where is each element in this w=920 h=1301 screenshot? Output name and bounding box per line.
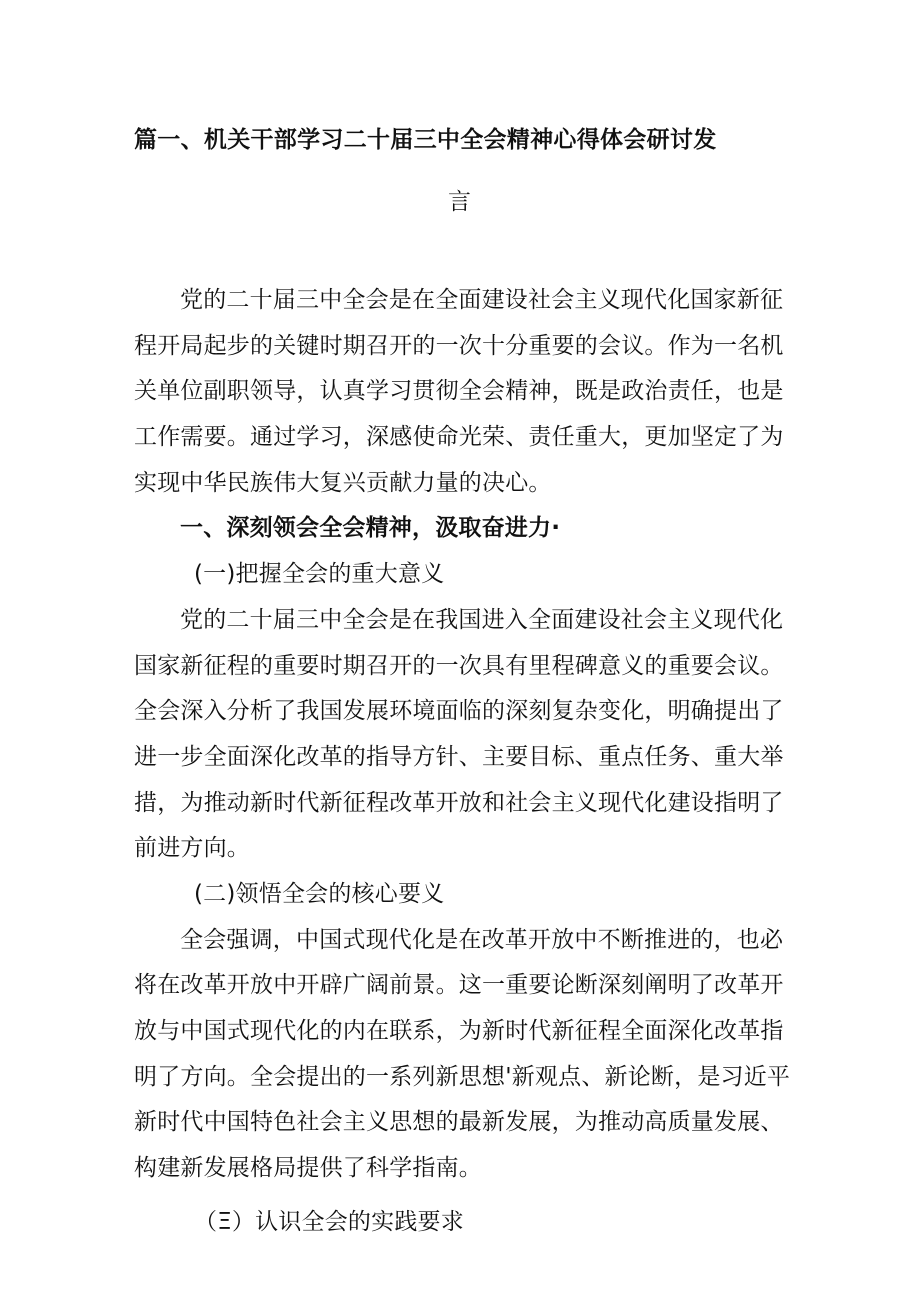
paragraph-line: 党的二十届三中全会是在我国进入全面建设社会主义现代化 xyxy=(180,606,784,633)
paragraph-line: 明了方向。全会提出的一系列新思想'新观点、新论断，是习近平 xyxy=(134,1063,791,1090)
paragraph-line: 程开局起步的关键时期召开的一次十分重要的会议。作为一名机 xyxy=(134,332,784,359)
paragraph-line: 前进方向。 xyxy=(134,835,250,862)
paragraph-line: 国家新征程的重要时期召开的一次具有里程碑意义的重要会议。 xyxy=(134,652,784,679)
paragraph-line: 关单位副职领导，认真学习贯彻全会精神，既是政治责任，也是 xyxy=(134,378,784,405)
section-heading: 一、深刻领会全会精神，汲取奋进力· xyxy=(180,515,561,542)
paragraph-line: 党的二十届三中全会是在全面建设社会主义现代化国家新征 xyxy=(180,287,784,313)
paragraph-line: 构建新发展格局提供了科学指南。 xyxy=(134,1155,482,1182)
document-title: 篇一、机关干部学习二十届三中全会精神心得体会研讨发 xyxy=(134,127,717,153)
subsection-heading: (一)把握全会的重大意义 xyxy=(194,561,445,588)
document-title-continuation: 言 xyxy=(448,189,471,215)
paragraph-line: 进一步全面深化改革的指导方针、主要目标、重点任务、重大举 xyxy=(134,743,784,770)
paragraph-line: 全会强调，中国式现代化是在改革开放中不断推进的，也必 xyxy=(180,926,784,953)
paragraph-line: 新时代中国特色社会主义思想的最新发展，为推动高质量发展、 xyxy=(134,1109,784,1136)
document-body xyxy=(134,278,794,1245)
subsection-heading: (二)领悟全会的核心要义 xyxy=(194,880,445,907)
paragraph-line: 全会深入分析了我国发展环境面临的深刻复杂变化，明确提出了 xyxy=(134,698,784,725)
paragraph-line: 工作需要。通过学习，深感使命光荣、责任重大，更加坚定了为 xyxy=(134,424,784,451)
paragraph-line: 实现中华民族伟大复兴贡献力量的决心。 xyxy=(134,469,552,496)
paragraph-line: 放与中国式现代化的内在联系，为新时代新征程全面深化改革指 xyxy=(134,1018,784,1044)
paragraph-line: 将在改革开放中开辟广阔前景。这一重要论断深刻阐明了改革开 xyxy=(134,972,784,999)
paragraph-line: 措，为推动新时代新征程改革开放和社会主义现代化建设指明了 xyxy=(134,789,784,816)
subsection-heading: （Ξ）认识全会的实践要求 xyxy=(194,1208,464,1235)
